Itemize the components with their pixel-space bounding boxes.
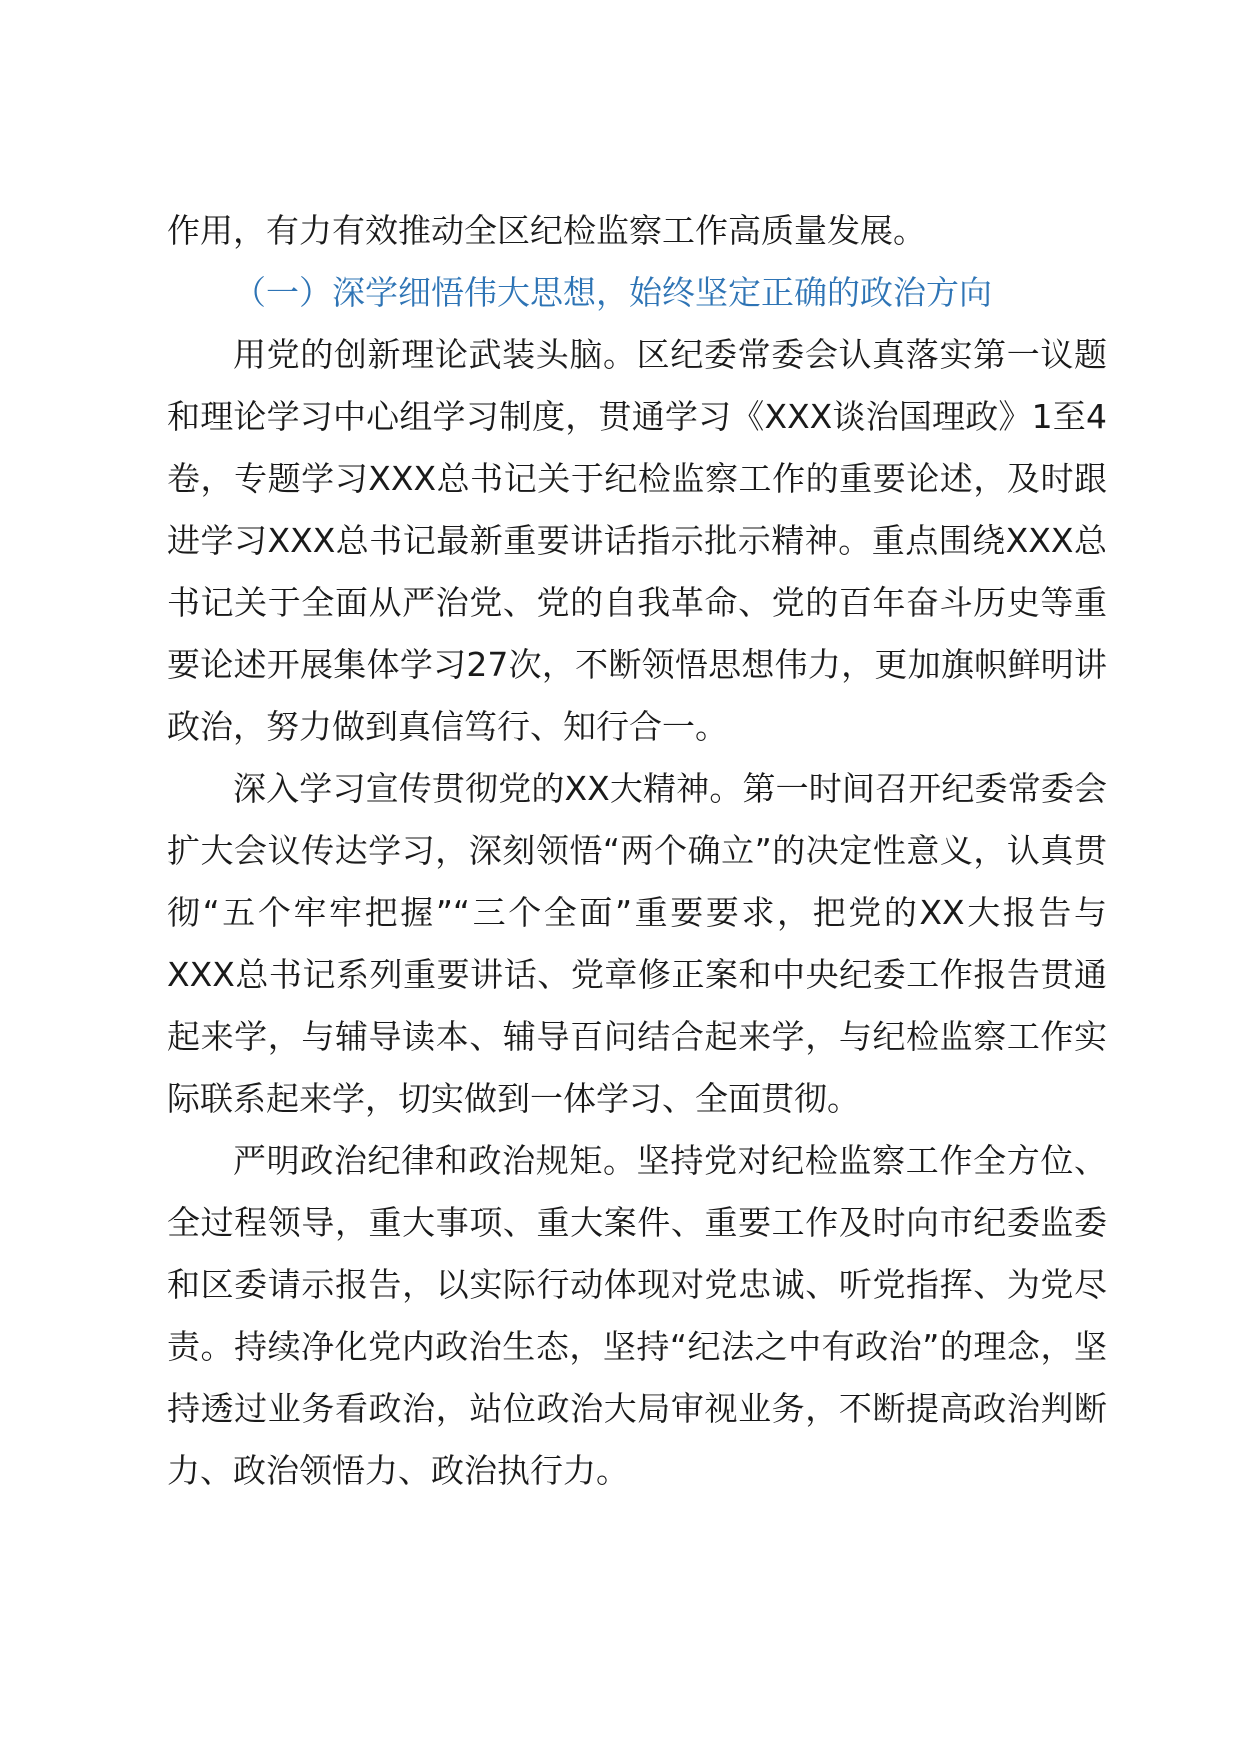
section-heading: （一）深学细悟伟大思想，始终坚定正确的政治方向 bbox=[233, 273, 992, 312]
document-page bbox=[167, 200, 1107, 1502]
continuation-paragraph: 作用，有力有效推动全区纪检监察工作高质量发展。 bbox=[167, 211, 926, 250]
paragraph-theory-study: 用党的创新理论武装头脑。区纪委常委会认真落实第一议题和理论学习中心组学习制度，贯通学习《XXX谈治国理政》1至4卷，专题学习XXX总书记关于纪检监察工作的重要论述，及时跟进学习XXX总书记最新重要讲话指示批示精神。重点围绕XXX总书记关于全面从严治党、党的自我革命、党的百年奋斗历史等重要论述开展集体学习27次，不断领悟思想伟力，更加旗帜鲜明讲政治，努力做到真信笃行、知行合一。 bbox=[167, 335, 1107, 746]
paragraph-political-discipline: 严明政治纪律和政治规矩。坚持党对纪检监察工作全方位、全过程领导，重大事项、重大案件、重要工作及时向市纪委监委和区委请示报告，以实际行动体现对党忠诚、听党指挥、为党尽责。持续净化党内政治生态，坚持“纪法之中有政治”的理念，坚持透过业务看政治，站位政治大局审视业务，不断提高政治判断力、政治领悟力、政治执行力。 bbox=[167, 1141, 1107, 1490]
paragraph-congress-spirit: 深入学习宣传贯彻党的XX大精神。第一时间召开纪委常委会扩大会议传达学习，深刻领悟“两个确立”的决定性意义，认真贯彻“五个牢牢把握”“三个全面”重要要求，把党的XX大报告与XXX总书记系列重要讲话、党章修正案和中央纪委工作报告贯通起来学，与辅导读本、辅导百问结合起来学，与纪检监察工作实际联系起来学，切实做到一体学习、全面贯彻。 bbox=[167, 769, 1107, 1118]
